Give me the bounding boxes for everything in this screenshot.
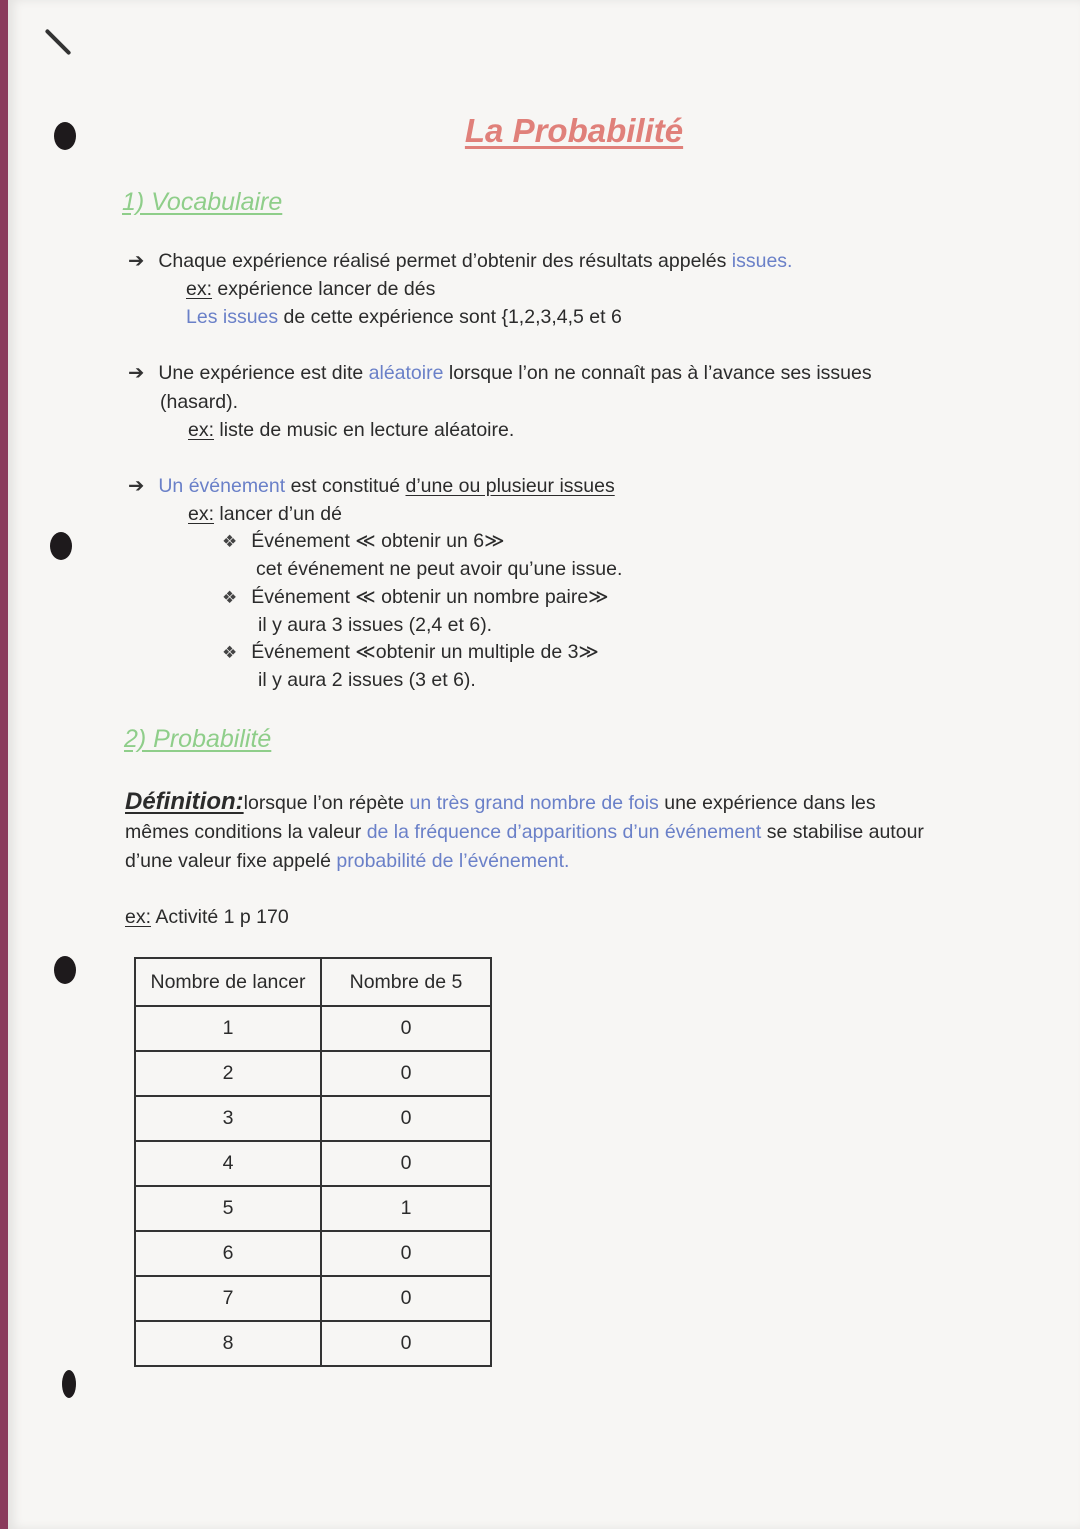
results-table bbox=[134, 957, 492, 1367]
diamond-bullet-icon: ❖ bbox=[222, 532, 238, 551]
binder-hole bbox=[62, 1370, 76, 1398]
table-cell: 0 bbox=[321, 1231, 491, 1276]
event-item: ❖ Événement ≪obtenir un multiple de 3≫ bbox=[222, 641, 599, 663]
vocab-bullet-1: ➔ Chaque expérience réalisé permet d’obtenir des résultats appelés issues. bbox=[128, 250, 793, 272]
vocab-bullet-2-example: ex: liste de music en lecture aléatoire. bbox=[188, 419, 515, 441]
section-title-probabilite: 2) Probabilité bbox=[124, 725, 272, 753]
table-cell: 0 bbox=[321, 1051, 491, 1096]
diamond-bullet-icon: ❖ bbox=[222, 588, 238, 607]
table-row bbox=[135, 1096, 491, 1141]
table-cell: 1 bbox=[135, 1006, 321, 1051]
definition-line-1: Définition:lorsque l’on répète un très grand nombre de fois une expérience dans les bbox=[125, 788, 876, 815]
vocab-bullet-2: ➔ Une expérience est dite aléatoire lorsque l’on ne connaît pas à l’avance ses issues bbox=[128, 362, 872, 384]
table-row bbox=[135, 1276, 491, 1321]
table-row bbox=[135, 1186, 491, 1231]
binder-hole bbox=[50, 532, 72, 560]
table-cell: 5 bbox=[135, 1186, 321, 1231]
table-row bbox=[135, 1231, 491, 1276]
table-cell: 0 bbox=[321, 1321, 491, 1366]
definition-line-2: mêmes conditions la valeur de la fréquence d’apparitions d’un événement se stabilise autour bbox=[125, 821, 924, 843]
table-row bbox=[135, 1006, 491, 1051]
vocab-bullet-2-cont: (hasard). bbox=[160, 391, 239, 413]
table-cell: 1 bbox=[321, 1186, 491, 1231]
page-title: La Probabilité bbox=[464, 112, 684, 149]
term-aleatoire: aléatoire bbox=[368, 362, 444, 384]
vocab-bullet-3-example: ex: lancer d’un dé bbox=[188, 503, 342, 525]
pen-mark bbox=[45, 29, 72, 56]
table-cell: 4 bbox=[135, 1141, 321, 1186]
term-evenement: Un événement bbox=[158, 475, 286, 497]
table-header-row bbox=[135, 958, 491, 1006]
table-cell: 2 bbox=[135, 1051, 321, 1096]
table-cell: 0 bbox=[321, 1006, 491, 1051]
arrow-icon: ➔ bbox=[128, 250, 145, 272]
notebook-page bbox=[8, 0, 1080, 1529]
example-activity: ex: Activité 1 p 170 bbox=[125, 906, 289, 928]
section-title-vocabulaire: 1) Vocabulaire bbox=[122, 188, 283, 216]
table-row bbox=[135, 1321, 491, 1366]
table-cell: 6 bbox=[135, 1231, 321, 1276]
event-item-note: il y aura 3 issues (2,4 et 6). bbox=[258, 614, 493, 636]
term-issues: issues. bbox=[731, 250, 793, 272]
event-item: ❖ Événement ≪ obtenir un nombre paire≫ bbox=[222, 586, 609, 608]
event-item-note: cet événement ne peut avoir qu’une issue. bbox=[256, 558, 623, 580]
table-cell: 0 bbox=[321, 1096, 491, 1141]
event-item: ❖ Événement ≪ obtenir un 6≫ bbox=[222, 530, 505, 552]
vocab-bullet-1-issues: Les issues de cette expérience sont {1,2,3,4,5 et 6 bbox=[186, 306, 622, 328]
arrow-icon: ➔ bbox=[128, 362, 145, 384]
table-header: Nombre de 5 bbox=[321, 958, 491, 1006]
table-header: Nombre de lancer bbox=[135, 958, 321, 1006]
binder-hole bbox=[54, 956, 76, 984]
table-cell: 7 bbox=[135, 1276, 321, 1321]
table-row bbox=[135, 1051, 491, 1096]
event-item-note: il y aura 2 issues (3 et 6). bbox=[258, 669, 476, 691]
definition-line-3: d’une valeur fixe appelé probabilité de l’événement. bbox=[125, 850, 570, 872]
table-row bbox=[135, 1141, 491, 1186]
arrow-icon: ➔ bbox=[128, 475, 145, 497]
definition-label: Définition: bbox=[125, 788, 244, 815]
vocab-bullet-3: ➔ Un événement est constitué d’une ou plusieur issues bbox=[128, 475, 615, 497]
table-cell: 8 bbox=[135, 1321, 321, 1366]
table-cell: 0 bbox=[321, 1276, 491, 1321]
diamond-bullet-icon: ❖ bbox=[222, 643, 238, 662]
table-cell: 0 bbox=[321, 1141, 491, 1186]
table-cell: 3 bbox=[135, 1096, 321, 1141]
vocab-bullet-1-example: ex: expérience lancer de dés bbox=[186, 278, 436, 300]
